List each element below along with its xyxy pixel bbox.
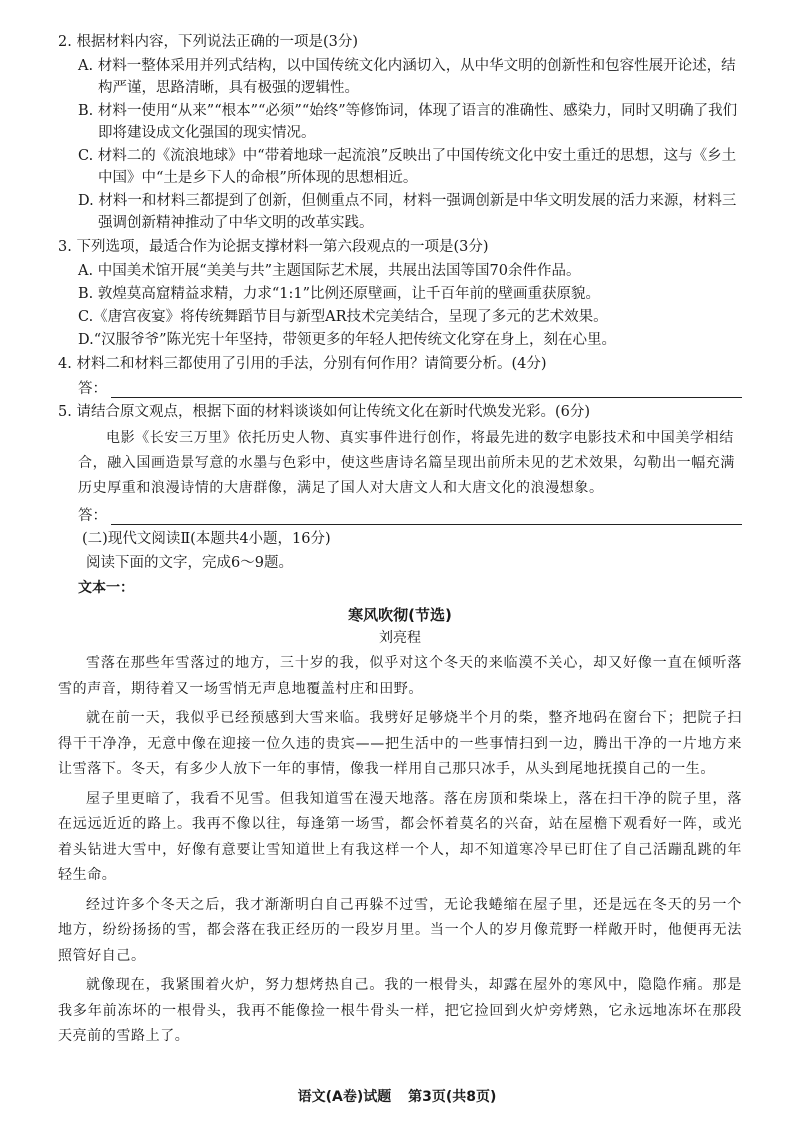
article-paragraph: 雪落在那些年雪落过的地方，三十岁的我，似乎对这个冬天的来临漠不关心，却又好像一直在倾听落雪的声音，期待着又一场雪悄无声息地覆盖村庄和田野。 (58, 655, 742, 697)
question-3 (58, 235, 742, 351)
answer-rule (111, 510, 742, 525)
article-paragraph: 就像现在，我紧围着火炉，努力想烤热自己。我的一根骨头，却露在屋外的寒风中，隐隐作痛。那是我多年前冻坏的一根骨头，我再不能像捡一根牛骨头一样，把它捡回到火炉旁烤熟，它永远地冻坏在那段天亮前的雪路上了。 (58, 977, 742, 1044)
answer-label: 答： (78, 381, 107, 397)
question-3-stem: 3. 下列选项，最适合作为论据支撑材料一第六段观点的一项是(3分) (58, 239, 489, 255)
article-paragraph: 就在前一天，我似乎已经预感到大雪来临。我劈好足够烧半个月的柴，整齐地码在窗台下；把院子扫得干干净净，无意中像在迎接一位久违的贵宾——把生活中的一些事情扫到一边，腾出干净的一片地方来让雪落下。冬天，有多少人放下一年的事情，像我一样用自己那只冰手，从头到尾地抚摸自己的一生。 (58, 710, 742, 777)
exam-page (58, 30, 742, 1054)
question-5-stem: 5. 请结合原文观点，根据下面的材料谈谈如何让传统文化在新时代焕发光彩。(6分) (58, 404, 590, 420)
question-3-option-c: C.《唐宫夜宴》将传统舞蹈节目与新型AR技术完美结合，呈现了多元的艺术效果。 (78, 309, 608, 325)
text-one-label: 文本一： (78, 580, 134, 596)
question-3-option-a: A. 中国美术馆开展“美美与共”主题国际艺术展，共展出法国等国70余件作品。 (78, 263, 581, 279)
question-4-stem: 4. 材料二和材料三都使用了引用的手法，分别有何作用？请简要分析。(4分) (58, 356, 547, 372)
question-2-option-a: A. 材料一整体采用并列式结构，以中国传统文化内涵切入，从中华文明的创新性和包容性展开论述，结构严谨，思路清晰，具有极强的逻辑性。 (78, 58, 736, 96)
question-2-option-b: B. 材料一使用“从来”“根本”“必须”“始终”等修饰词，体现了语言的准确性、感染力，同时又明确了我们即将建设成文化强国的现实情况。 (78, 103, 738, 141)
question-3-option-d: D.“汉服爷爷”陈光宪十年坚持，带领更多的年轻人把传统文化穿在身上，刻在心里。 (78, 332, 617, 348)
article (58, 603, 742, 1050)
article-paragraph: 经过许多个冬天之后，我才渐渐明白自己再躲不过雪，无论我蜷缩在屋子里，还是远在冬天的另一个地方，纷纷扬扬的雪，都会落在我正经历的一段岁月里。当一个人的岁月像荒野一样敞开时，他便再无法照管好自己。 (58, 896, 742, 964)
section-2-heading: (二)现代文阅读Ⅱ(本题共4小题，16分) (82, 531, 331, 547)
footer-page-number: 第3页(共8页) (408, 1089, 497, 1105)
question-5-answer-line[interactable] (78, 503, 742, 525)
question-4-answer-line[interactable] (78, 376, 742, 398)
page-footer (0, 1086, 794, 1106)
question-2-stem: 2. 根据材料内容，下列说法正确的一项是(3分) (58, 34, 358, 50)
question-2-option-c: C. 材料二的《流浪地球》中“带着地球一起流浪”反映出了中国传统文化中安土重迁的思想，这与《乡土中国》中“土是乡下人的命根”所体现的思想相近。 (78, 148, 737, 186)
question-4 (58, 352, 742, 398)
answer-label: 答： (78, 508, 107, 524)
question-5-material: 电影《长安三万里》依托历史人物、真实事件进行创作，将最先进的数字电影技术和中国美学相结合，融入国画造景写意的水墨与色彩中，使这些唐诗名篇呈现出前所未见的艺术效果，勾勒出一幅充满历史厚重和浪漫诗情的大唐群像，满足了国人对大唐文人和大唐文化的浪漫想象。 (78, 430, 735, 496)
article-author: 刘亮程 (379, 630, 421, 646)
section-2-header (82, 527, 742, 575)
question-2 (58, 30, 742, 234)
question-5 (58, 400, 742, 525)
question-2-option-d: D. 材料一和材料三都提到了创新，但侧重点不同，材料一强调创新是中华文明发展的活力来源，材料三强调创新精神推动了中华文明的改革实践。 (78, 193, 737, 231)
article-title: 寒风吹彻(节选) (348, 606, 452, 624)
answer-rule (111, 383, 742, 398)
footer-subject: 语文(A卷)试题 (297, 1089, 392, 1105)
article-paragraph: 屋子里更暗了，我看不见雪。但我知道雪在漫天地落。落在房顶和柴垛上，落在扫干净的院子里，落在远远近近的路上。我再不像以往，每逢第一场雪，都会怀着莫名的兴奋，站在屋檐下观看好一阵，或光着头钻进大雪中，好像有意要让雪知道世上有我这样一个人，却不知道寒冷早已盯住了自己活蹦乱跳的年轻生命。 (58, 790, 742, 883)
section-2-instruction: 阅读下面的文字，完成6～9题。 (86, 555, 293, 571)
question-3-option-b: B. 敦煌莫高窟精益求精，力求“1:1”比例还原壁画，让千百年前的壁画重获原貌。 (78, 286, 601, 302)
